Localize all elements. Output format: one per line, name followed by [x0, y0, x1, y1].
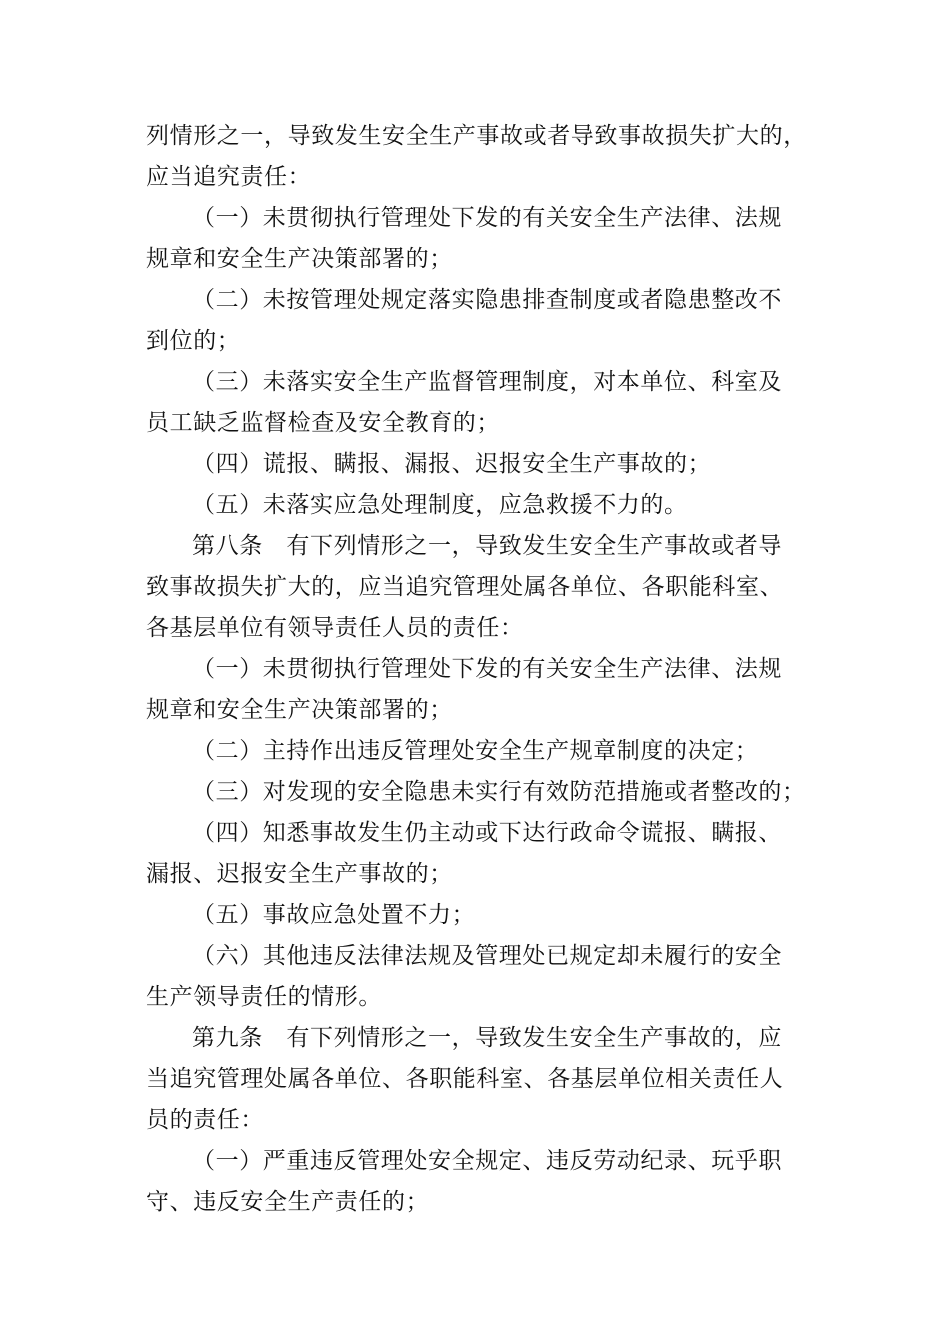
list-item-line: （五）未落实应急处理制度，应急救援不力的。 [192, 492, 688, 518]
paragraph-line: 员的责任： [146, 1107, 264, 1133]
article-eight-line: 第八条 有下列情形之一，导致发生安全生产事故或者导 [192, 533, 782, 559]
list-item-line: 规章和安全生产决策部署的； [146, 697, 453, 723]
list-item-line: 生产领导责任的情形。 [146, 984, 382, 1010]
list-item-line: 漏报、迟报安全生产事故的； [146, 861, 453, 887]
paragraph-line: 应当追究责任： [146, 164, 312, 190]
list-item-line: （三）对发现的安全隐患未实行有效防范措施或者整改的； [192, 779, 806, 805]
list-item-line: （一）严重违反管理处安全规定、违反劳动纪录、玩乎职 [192, 1148, 782, 1174]
list-item-line: 规章和安全生产决策部署的； [146, 246, 453, 272]
paragraph-line: 各基层单位有领导责任人员的责任： [146, 615, 524, 641]
document-body [146, 116, 810, 1223]
list-item-line: （三）未落实安全生产监督管理制度，对本单位、科室及 [192, 369, 782, 395]
list-item-line: 守、违反安全生产责任的； [146, 1189, 430, 1215]
paragraph-line: 列情形之一，导致发生安全生产事故或者导致事故损失扩大的， [146, 123, 807, 149]
list-item-line: （二）未按管理处规定落实隐患排查制度或者隐患整改不 [192, 287, 782, 313]
list-item-line: 员工缺乏监督检查及安全教育的； [146, 410, 500, 436]
paragraph-line: 致事故损失扩大的，应当追究管理处属各单位、各职能科室、 [146, 574, 784, 600]
list-item-line: （一）未贯彻执行管理处下发的有关安全生产法律、法规 [192, 656, 782, 682]
paragraph-line: 当追究管理处属各单位、各职能科室、各基层单位相关责任人 [146, 1066, 784, 1092]
list-item-line: （四）知悉事故发生仍主动或下达行政命令谎报、瞒报、 [192, 820, 782, 846]
list-item-line: （五）事故应急处置不力； [192, 902, 476, 928]
list-item-line: （六）其他违反法律法规及管理处已规定却未履行的安全 [192, 943, 782, 969]
article-nine-line: 第九条 有下列情形之一，导致发生安全生产事故的，应 [192, 1025, 782, 1051]
list-item-line: （二）主持作出违反管理处安全生产规章制度的决定； [192, 738, 759, 764]
list-item-line: （一）未贯彻执行管理处下发的有关安全生产法律、法规 [192, 205, 782, 231]
list-item-line: （四）谎报、瞒报、漏报、迟报安全生产事故的； [192, 451, 712, 477]
list-item-line: 到位的； [146, 328, 241, 354]
